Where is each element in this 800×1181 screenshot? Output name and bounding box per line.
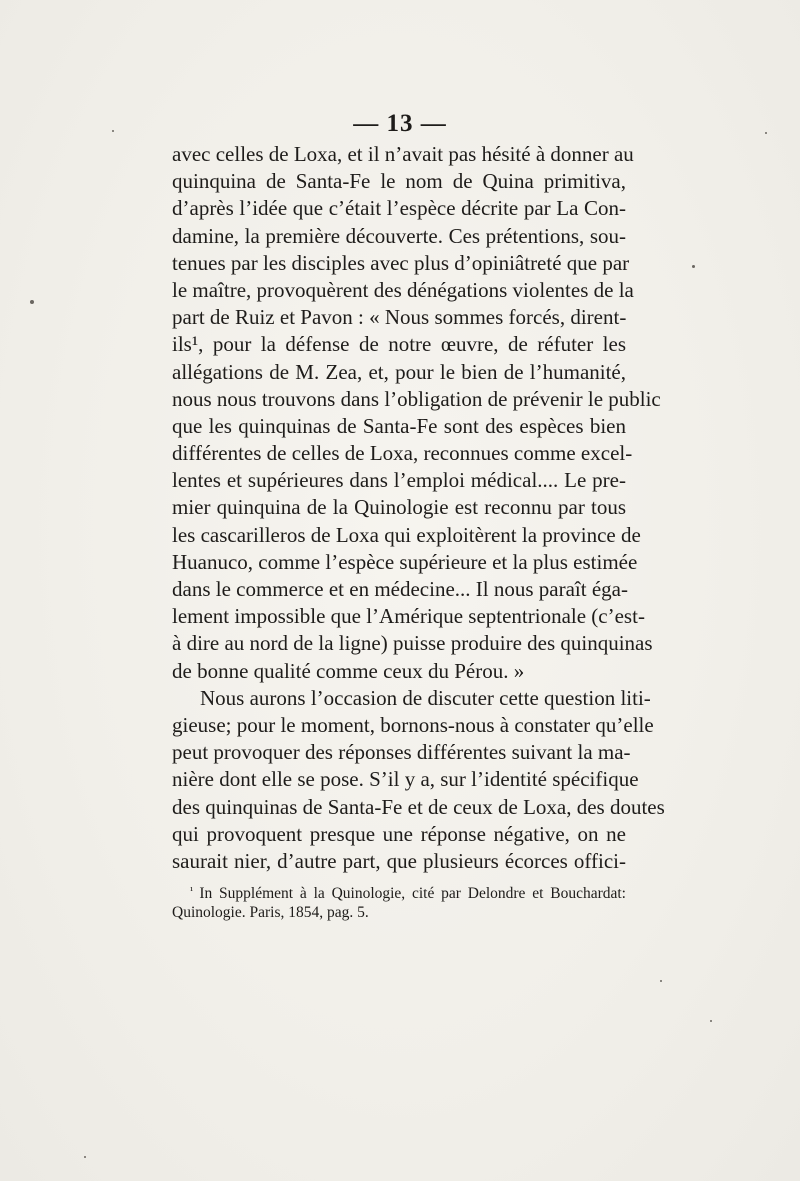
text-line: quinquina de Santa-Fe le nom de Quina primitiva, bbox=[172, 169, 626, 194]
text-line: Huanuco, comme l’espèce supérieure et la plus estimée bbox=[172, 549, 638, 574]
text-line: allégations de M. Zea, et, pour le bien de l’humanité, bbox=[172, 359, 626, 384]
scan-speck bbox=[765, 132, 767, 134]
text-line: de bonne qualité comme ceux du Pérou. » bbox=[172, 658, 525, 683]
scan-speck bbox=[112, 130, 114, 132]
text-line: qui provoquent presque une réponse négative, on ne bbox=[172, 821, 626, 846]
text-line: tenues par les disciples avec plus d’opiniâtreté que par bbox=[172, 250, 630, 275]
text-line: différentes de celles de Loxa, reconnues comme excel- bbox=[172, 441, 633, 466]
text-line: saurait nier, d’autre part, que plusieurs écorces offici- bbox=[172, 848, 626, 873]
paragraph-2 bbox=[172, 685, 665, 875]
text-line: damine, la première découverte. Ces prétentions, sou- bbox=[172, 223, 626, 248]
text-line: dans le commerce et en médecine... Il nous paraît éga- bbox=[172, 577, 628, 601]
page-number: — 13 — bbox=[353, 110, 447, 137]
text-line: à dire au nord de la ligne) puisse produire des quinquinas bbox=[172, 631, 653, 656]
text-line: nière dont elle se pose. S’il y a, sur l’identité spécifique bbox=[172, 767, 639, 792]
text-line: mier quinquina de la Quinologie est reconnu par tous bbox=[172, 495, 626, 520]
text-line: lement impossible que l’Amérique septentrionale (c’est- bbox=[172, 604, 645, 629]
text-line: Nous aurons l’occasion de discuter cette question liti- bbox=[200, 685, 651, 710]
text-line: que les quinquinas de Santa-Fe sont des espèces bien bbox=[172, 413, 626, 438]
text-line: gieuse; pour le moment, bornons-nous à constater qu’elle bbox=[172, 712, 654, 737]
text-line: ils¹, pour la défense de notre œuvre, de réfuter les bbox=[172, 332, 626, 357]
text-line: part de Ruiz et Pavon : « Nous sommes forcés, dirent- bbox=[172, 305, 627, 330]
text-line: d’après l’idée que c’était l’espèce décrite par La Con- bbox=[172, 196, 626, 221]
paragraph-1 bbox=[172, 141, 661, 685]
footnote-text: In Supplément à la Quinologie, cité par Delondre et Bouchardat: bbox=[199, 885, 626, 902]
text-line: nous nous trouvons dans l’obligation de prévenir le public bbox=[172, 386, 661, 411]
footnote-line: Quinologie. Paris, 1854, pag. 5. bbox=[172, 904, 369, 921]
text-line: peut provoquer des réponses différentes suivant la ma- bbox=[172, 740, 631, 765]
scan-speck bbox=[30, 300, 34, 304]
scan-speck bbox=[710, 1020, 712, 1022]
footnote bbox=[172, 880, 626, 924]
text-line: avec celles de Loxa, et il n’avait pas hésité à donner au bbox=[172, 142, 634, 166]
body-text bbox=[172, 141, 665, 875]
scan-speck bbox=[692, 265, 695, 268]
footnote-line bbox=[172, 880, 626, 902]
footnote-marker: ¹ bbox=[190, 885, 194, 897]
scan-speck bbox=[660, 980, 662, 982]
text-line: lentes et supérieures dans l’emploi médical.... Le pre- bbox=[172, 468, 626, 493]
scan-speck bbox=[84, 1156, 86, 1158]
text-line: les cascarilleros de Loxa qui exploitèrent la province de bbox=[172, 522, 641, 547]
text-line: le maître, provoquèrent des dénégations violentes de la bbox=[172, 277, 634, 302]
text-line: des quinquinas de Santa-Fe et de ceux de Loxa, des doutes bbox=[172, 794, 665, 819]
